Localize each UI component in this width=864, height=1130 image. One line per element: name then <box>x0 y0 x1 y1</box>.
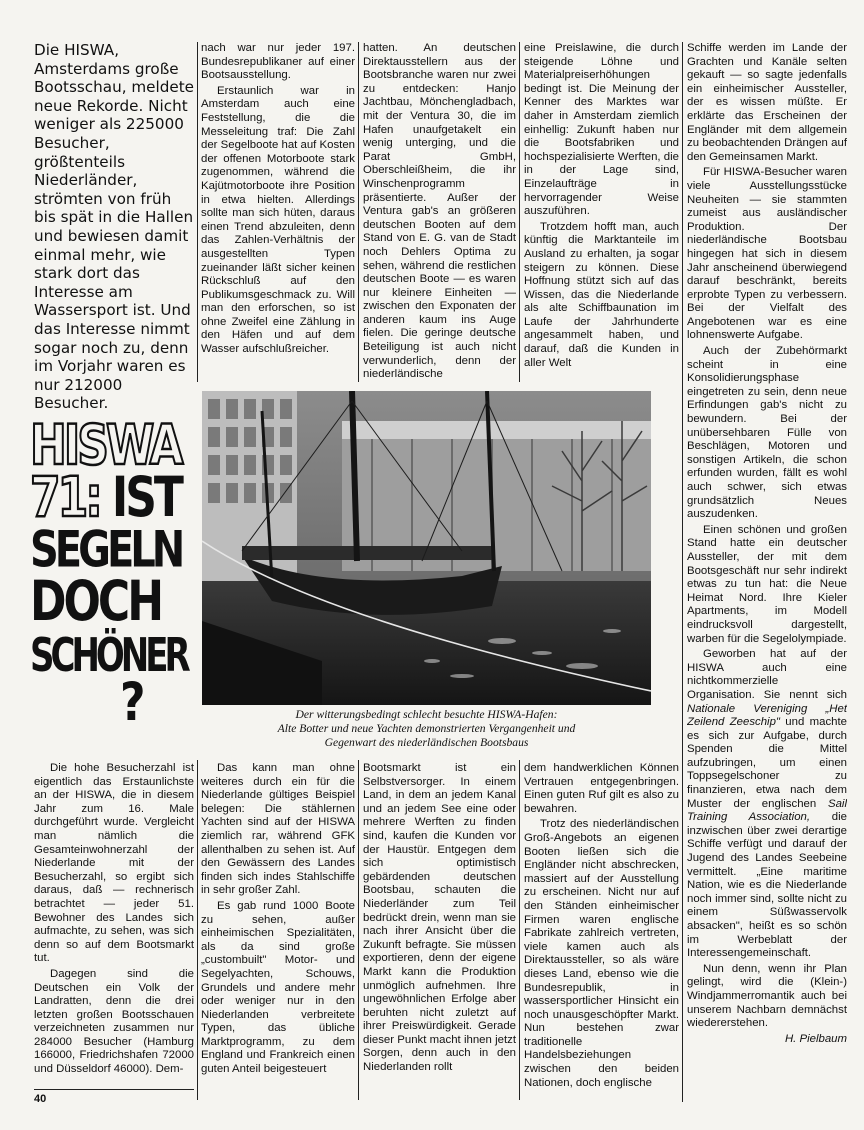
paragraph: Schiffe werden im Lande der Grachten und Kanäle selten gekauft — so sagte jedenfalls ein einheimischer Aussteller, der es wissen müßte. Er erklärte das Erscheinen der Engländer mit dem allgemein zu beobachtenden Drängen auf den Gemeinsamen Markt. <box>687 42 847 163</box>
headline-line: SCHÖNER <box>30 629 187 684</box>
article-column-3-top <box>363 42 516 382</box>
harbour-photo <box>202 391 651 705</box>
column-rule <box>197 760 198 1100</box>
article-column-1-bottom <box>34 762 194 1087</box>
organisation-name: Sail Training Association, <box>687 797 847 824</box>
paragraph: Trotzdem hofft man, auch künftig die Marktanteile im Ausland zu erhalten, ja sogar steigern zu können. Diese Hoffnung stützt sich auf das Wissen, das die Niederlande als alte Schiffbaunation im Laufe der Jahrhunderte angesammelt haben, und darauf, daß die Kunden in aller Welt <box>524 220 679 369</box>
headline-line: ? <box>120 672 144 734</box>
article-column-3-bottom <box>363 762 516 1097</box>
caption-line: Der witterungsbedingt schlecht besuchte HISWA-Hafen: <box>295 708 558 721</box>
paragraph: Dagegen sind die Deutschen ein Volk der Landratten, denn die drei letzten großen Bootsschauen verzeichneten zusammen nur 284000 Besucher (Hamburg 166000, Friedrichshafen 72000 und Düsseldorf 46000). Dem- <box>34 967 194 1076</box>
column-rule <box>358 760 359 1100</box>
organisation-name: Nationale Vereniging „Het Zeilend Zeeschip" <box>687 702 847 729</box>
article-column-2-bottom <box>201 762 355 1097</box>
author-signature: H. Pielbaum <box>784 1032 847 1045</box>
harbour-photo-illustration <box>202 391 651 705</box>
caption-line: Alte Botter und neue Yachten demonstrierten Vergangenheit und <box>277 722 576 735</box>
caption-line: Gegenwart des niederländischen Bootsbaus <box>324 736 529 749</box>
column-rule <box>358 42 359 382</box>
paragraph: Einen schönen und großen Stand hatte ein deutscher Aussteller, der mit dem Bootsgeschäft nur sehr indirekt etwas zu tun hat: die Neue Heimat Nord. Ihre Kieler Apartments, im Modell eindrucksvoll dargestellt, warben für die Segelolympiade. <box>687 523 847 645</box>
column-rule <box>197 42 198 382</box>
headline-line: HISWA <box>30 413 181 478</box>
column-rule <box>682 42 683 1102</box>
article-column-4-top <box>524 42 679 382</box>
paragraph: Das kann man ohne weiteres durch ein für die Niederlande gültiges Beispiel belegen: Die stählernen Yachten sind auf der HISWA ziemlich rar, während GFK allenthalben zu sehen ist. Auf den Gewässern des Landes finden sich indes Stahlschiffe in sehr großer Zahl. <box>201 762 355 897</box>
text-run: die inzwischen über zwei derartige Schiffe verfügt und darauf der Jugend des Landes Seebeine vermittelt. „Eine maritime Nation, wie es die Niederlande noch immer sind, sollte nicht zu einem Süßwasservolk absacken", heißt es so schön im Werbeblatt der Interessengemeinschaft. <box>687 811 847 960</box>
article-column-2-top <box>201 42 355 382</box>
photo-caption <box>202 708 651 750</box>
article-column-4-bottom <box>524 762 679 1097</box>
paragraph: Erstaunlich war in Amsterdam auch eine Feststellung, die die Messeleitung traf: Die Zahl der Segelboote hat auf Kosten der offenen Motorboote stark zugenommen, während die Kajütmotorboote ihre Position in etwa hielten. Allerdings sollte man sich hüten, daraus einen Trend abzuleiten, denn das Zahlen-Verhältnis der ausgestellten Typen zueinander läßt sicher keinen Rückschluß auf den Publikumsgeschmack zu. Will man den erforschen, so ist ohne Zweifel eine Zählung in den Häfen und auf dem Wasser aufschlußreicher. <box>201 84 355 356</box>
headline <box>30 413 196 734</box>
paragraph: hatten. An deutschen Direktausstellern aus der Bootsbranche waren nur zwei zu entdecken: Hanjo Jachtbau, Mönchengladbach, mit der Ventura 30, die im Hafen unaufgetakelt ein wenig unterging, und die Parat GmbH, Oberschleißheim, die ihr Winschenprogramm präsentierte. Außer der Ventura gab's an größeren deutschen Booten auf dem Stand von E. G. van de Stadt noch Dehlers Optima zu sehen, während die restlichen deutschen Boote — es waren nur kleinere Einheiten — zwischen den Exponaten der anderen kaum ins Auge fielen. Die geringe deutsche Beteiligung ist auch nicht verwunderlich, denn der niederländische <box>363 42 516 381</box>
paragraph: Die hohe Besucherzahl ist eigentlich das Erstaunlichste an der HISWA, die in diesem Jahr zum 16. Male durchgeführt wurde. Vergleicht man nämlich die Gesamteinwohnerzahl der Niederlande mit der Besucherzahl, so ergibt sich daraus, daß — rechnerisch betrachtet — jeder 51. Bewohner des Landes sich aufmachte, zu sehen, was sich denn so auf dem Bootsmarkt tut. <box>34 762 194 965</box>
footer-rule <box>34 1089 194 1090</box>
paragraph: Es gab rund 1000 Boote zu sehen, außer einheimischen Spezialitäten, als da sind große „custombuilt" Motor- und Segelyachten, Schouws, Grundels und andere mehr oder weniger nur in den Niederlanden verbreitete Typen, das übliche Marktprogramm, zu dem England und Frankreich einen guten Anteil beigesteuert <box>201 899 355 1076</box>
paragraph: Trotz des niederländischen Groß-Angebots an eigenen Booten ließen sich die Engländer nicht abschrecken, massiert auf der Ausstellung zu erscheinen. Nicht nur auf den Ständen einheimischer Firmen waren englische Fabrikate zahlreich vertreten, viele kamen auch als Direktaussteller, so als wäre dieses Land, ebenso wie die Bundesrepublik, in wassersportlicher Hinsicht ein noch unausgeschöpfter Markt. Nun bestehen zwar traditionelle Handelsbeziehungen zwischen den beiden Nationen, doch englische <box>524 818 679 1089</box>
paragraph: dem handwerklichen Können Vertrauen entgegenbringen. Einen guten Ruf gilt es also zu bewahren. <box>524 762 679 815</box>
paragraph: Für HISWA-Besucher waren viele Ausstellungsstücke Neuheiten — sie stammten zumeist aus ausländischer Produktion. Der niederländische Bootsbau hingegen hat sich in diesem Jahr anscheinend überwiegend darauf beschränkt, bereits erprobte Typen zu verbessern. Bei der Vielfalt des Angebotenen war es eine lohnenswerte Aufgabe. <box>687 166 847 342</box>
paragraph: Nun denn, wenn ihr Plan gelingt, wird die (Klein-) Windjammerromantik auch bei unserem Nachbarn demnächst wiedererstehen. <box>687 962 847 1030</box>
headline-line: SEGELN <box>30 521 182 579</box>
paragraph: nach war nur jeder 197. Bundesrepublikaner auf einer Bootsausstellung. <box>201 42 355 82</box>
column-rule <box>519 760 520 1100</box>
paragraph: Bootsmarkt ist ein Selbstversorger. In einem Land, in dem an jedem Kanal und an jedem See eine oder mehrere Werften zu finden sind, kaufen die Kunden vor der Haustür. Entgegen dem sich optimistisch gebärdenden deutschen Bootsbau, schauten die Niederländer zum Teil bedrückt drein, wenn man sie nach ihrer Ansicht über die Zukunft befragte. Sie müssen exportieren, denn der eigene Markt kann die Produktion unmöglich aufnehmen. Ihre ungewöhnlichen Erfolge aber beruhten nicht zuletzt auf ihrer Preiswürdigkeit. Gerade dieser Punkt macht ihnen jetzt Sorgen, denn auch in den Niederlanden rollt <box>363 762 516 1074</box>
headline-line: DOCH <box>30 569 162 634</box>
article-column-5 <box>687 42 847 1102</box>
paragraph: Auch der Zubehörmarkt scheint in eine Konsolidierungsphase eingetreten zu sein, denn neue Erfindungen gab's nicht zu bewundern. Bei der unübersehbaren Fülle von Beschlägen, Motoren und sonstigen Artikeln, die schon erfunden wurden, fällt es wohl auch schwer, sich etwas grundsätzlich Neues auszudenken. <box>687 345 847 521</box>
page-number: 40 <box>34 1093 47 1105</box>
text-run: und machte es sich zur Aufgabe, durch Spenden die Mittel aufzubringen, um einen Toppsegelschoner zu finanzieren, etwa nach dem Muster der englischen <box>687 716 847 810</box>
text-run: Geworben hat auf der HISWA auch eine nichtkommerzielle Organisation. Sie nennt sich <box>687 648 847 701</box>
paragraph <box>687 648 847 961</box>
paragraph: eine Preislawine, die durch steigende Löhne und Materialpreiserhöhungen bedingt ist. Die Meinung der Kenner des Marktes war daher in Amsterdam ziemlich einhellig: Zukunft haben nur die Bootsfabriken und hochspezialisierte Werften, die in der Lage sind, Einzelaufträge in hervorragender Weise auszuführen. <box>524 42 679 218</box>
lead-paragraph: Die HISWA, Amsterdams große Bootsschau, meldete neue Rekorde. Nicht weniger als 225000 Besucher, größtenteils Niederländer, strömten von früh bis spät in die Hallen und bewiesen damit einmal mehr, wie stark dort das Interesse am Wassersport ist. Und das Interesse nimmt sogar noch zu, denn im Vorjahr waren es nur 212000 Besucher. <box>34 41 194 413</box>
column-rule <box>519 42 520 382</box>
headline-line: 71: IST <box>30 465 181 530</box>
